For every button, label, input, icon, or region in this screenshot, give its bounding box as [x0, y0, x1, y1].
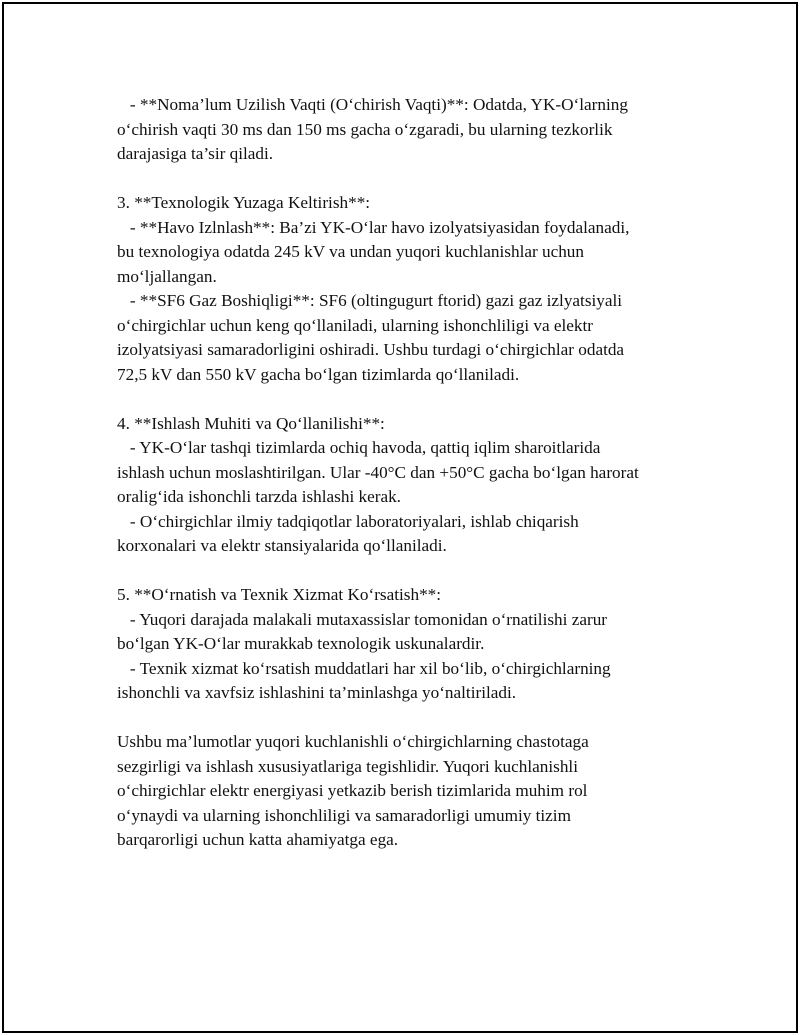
text-line: - YK-O‘lar tashqi tizimlarda ochiq havoda, qattiq iqlim sharoitlarida	[117, 438, 601, 457]
text-line: - Texnik xizmat ko‘rsatish muddatlari har xil bo‘lib, o‘chirgichlarning	[117, 658, 611, 678]
text-line: bu texnologiya odatda 245 kV va undan yuqori kuchlanishlar uchun	[117, 242, 584, 261]
section-operating-environment	[117, 412, 697, 559]
section-technology	[117, 191, 697, 387]
document-body	[117, 93, 697, 877]
text-line: korxonalari va elektr stansiyalarida qo‘llaniladi.	[117, 536, 447, 555]
paragraph-conclusion	[117, 730, 697, 853]
text-line: o‘chirgichlar uchun keng qo‘llaniladi, ularning ishonchliligi va elektr	[117, 315, 594, 335]
section-installation-maintenance	[117, 583, 697, 706]
paragraph-cutoff-time	[117, 93, 697, 167]
text-line: ishlash uchun moslashtirilgan. Ular -40°C dan +50°C gacha bo‘lgan harorat	[117, 462, 639, 482]
text-line: - **Noma’lum Uzilish Vaqti (O‘chirish Vaqti)**: Odatda, YK-O‘larning	[117, 95, 628, 114]
text-line: - O‘chirgichlar ilmiy tadqiqotlar laboratoriyalari, ishlab chiqarish	[117, 511, 579, 531]
text-line: mo‘ljallangan.	[117, 266, 217, 286]
text-line: o‘chirgichlar elektr energiyasi yetkazib berish tizimlarida muhim rol	[117, 781, 588, 800]
text-line: - **SF6 Gaz Boshiqligi**: SF6 (oltingugurt ftorid) gazi gaz izlyatsiyali	[117, 291, 623, 310]
text-line: Ushbu ma’lumotlar yuqori kuchlanishli o‘chirgichlarning chastotaga	[117, 732, 589, 751]
text-line: izolyatsiyasi samaradorligini oshiradi. Ushbu turdagi o‘chirgichlar odatda	[117, 340, 625, 359]
section-heading: 3. **Texnologik Yuzaga Keltirish**:	[117, 193, 371, 212]
text-line: sezgirligi va ishlash xususiyatlariga tegishlidir. Yuqori kuchlanishli	[117, 756, 578, 776]
text-line: darajasiga ta’sir qiladi.	[117, 144, 274, 163]
section-heading: 5. **O‘rnatish va Texnik Xizmat Ko‘rsatish**:	[117, 585, 442, 604]
section-heading: 4. **Ishlash Muhiti va Qo‘llanilishi**:	[117, 413, 385, 433]
text-line: barqarorligi uchun katta ahamiyatga ega.	[117, 830, 399, 849]
text-line: oralig‘ida ishonchli tarzda ishlashi kerak.	[117, 487, 401, 506]
text-line: - **Havo Izlnlash**: Ba’zi YK-O‘lar havo izolyatsiyasidan foydalanadi,	[117, 217, 630, 237]
text-line: ishonchli va xavfsiz ishlashini ta’minlashga yo‘naltiriladi.	[117, 683, 517, 702]
text-line: - Yuqori darajada malakali mutaxassislar tomonidan o‘rnatilishi zarur	[117, 609, 608, 629]
text-line: o‘ynaydi va ularning ishonchliligi va samaradorligi umumiy tizim	[117, 805, 571, 825]
text-line: o‘chirish vaqti 30 ms dan 150 ms gacha o‘zgaradi, bu ularning tezkorlik	[117, 119, 613, 139]
text-line: 72,5 kV dan 550 kV gacha bo‘lgan tizimlarda qo‘llaniladi.	[117, 364, 520, 384]
text-line: bo‘lgan YK-O‘lar murakkab texnologik uskunalardir.	[117, 634, 485, 653]
